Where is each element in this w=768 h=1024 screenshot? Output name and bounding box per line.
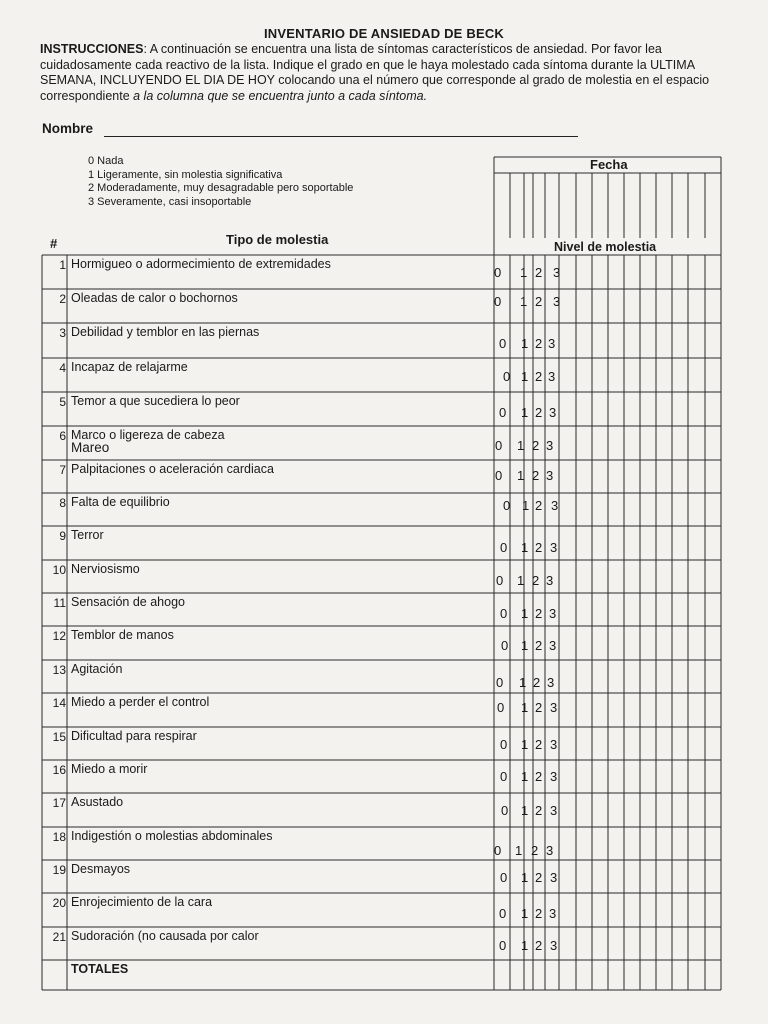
- score-option-1[interactable]: 1: [521, 803, 529, 818]
- item-number: 18: [52, 830, 66, 844]
- item-text: Asustado: [71, 795, 124, 809]
- score-option-3[interactable]: 3: [553, 265, 561, 280]
- score-option-3[interactable]: 3: [550, 700, 558, 715]
- item-number: 1: [59, 258, 66, 272]
- instructions-label: INSTRUCCIONES: [40, 42, 144, 56]
- score-option-0[interactable]: 0: [500, 606, 508, 621]
- instructions-text: : A continuación se encuentra una lista de síntomas característicos de ansiedad. Por favor lea cuidadosamente cada reactivo de la lista. Indique el grado en que le haya molestado cada síntoma durante la ULTIMA SEMANA, INCLUYENDO EL DIA DE HOY colocando una el número que corresponde al grado de molestia en el espacio correspondiente: [40, 42, 710, 103]
- score-option-3[interactable]: 3: [548, 369, 556, 384]
- item-number: 13: [52, 663, 66, 677]
- score-option-2[interactable]: 2: [535, 638, 543, 653]
- item-number: 9: [59, 529, 66, 543]
- item-text: Debilidad y temblor en las piernas: [71, 325, 260, 339]
- score-option-0[interactable]: 0: [500, 540, 508, 555]
- score-option-2[interactable]: 2: [535, 294, 543, 309]
- score-option-3[interactable]: 3: [549, 405, 557, 420]
- score-option-1[interactable]: 1: [522, 498, 530, 513]
- score-option-3[interactable]: 3: [553, 294, 561, 309]
- item-text: Miedo a perder el control: [71, 695, 210, 709]
- score-option-1[interactable]: 1: [521, 606, 529, 621]
- item-text: Sensación de ahogo: [71, 595, 185, 609]
- form-title: INVENTARIO DE ANSIEDAD DE BECK: [263, 26, 505, 41]
- number-header: #: [50, 236, 58, 251]
- score-option-0[interactable]: 0: [499, 906, 507, 921]
- score-option-1[interactable]: 1: [521, 769, 529, 784]
- item-number: 6: [59, 429, 66, 443]
- item-number: 11: [53, 596, 66, 610]
- score-option-1[interactable]: 1: [520, 294, 528, 309]
- score-option-1[interactable]: 1: [521, 336, 529, 351]
- score-option-0[interactable]: 0: [499, 938, 507, 953]
- score-option-0[interactable]: 0: [503, 369, 511, 384]
- score-option-2[interactable]: 2: [531, 843, 539, 858]
- item-number: 16: [52, 763, 66, 777]
- score-option-0[interactable]: 0: [500, 769, 508, 784]
- item-number: 15: [52, 730, 66, 744]
- item-number: 12: [52, 629, 66, 643]
- instructions-italic: a la columna que se encuentra junto a cada síntoma.: [133, 88, 428, 103]
- scale-3: 3 Severamente, casi insoportable: [88, 195, 252, 208]
- score-option-1[interactable]: 1: [521, 540, 529, 555]
- item-text: Incapaz de relajarme: [71, 360, 188, 374]
- score-option-3[interactable]: 3: [546, 573, 554, 588]
- score-option-2[interactable]: 2: [535, 369, 543, 384]
- score-option-1[interactable]: 1: [521, 369, 529, 384]
- score-option-1[interactable]: 1: [517, 438, 525, 453]
- score-option-3[interactable]: 3: [546, 843, 554, 858]
- score-option-3[interactable]: 3: [550, 737, 558, 752]
- score-option-0[interactable]: 0: [495, 438, 503, 453]
- score-option-0[interactable]: 0: [496, 573, 504, 588]
- score-option-0[interactable]: 0: [501, 803, 509, 818]
- item-text: Hormigueo o adormecimiento de extremidades: [71, 257, 331, 271]
- item-text: Indigestión o molestias abdominales: [71, 829, 273, 843]
- score-option-2[interactable]: 2: [535, 906, 543, 921]
- score-option-2[interactable]: 2: [532, 468, 540, 483]
- score-option-0[interactable]: 0: [494, 265, 502, 280]
- score-option-0[interactable]: 0: [503, 498, 511, 513]
- item-text: Nerviosismo: [71, 562, 140, 576]
- score-option-0[interactable]: 0: [495, 468, 503, 483]
- item-number: 5: [59, 395, 66, 409]
- item-text: Terror: [71, 528, 104, 542]
- item-text: Marco o ligereza de cabeza: [71, 428, 225, 442]
- item-number: 4: [59, 361, 66, 375]
- date-header: Fecha: [590, 157, 628, 172]
- score-option-3[interactable]: 3: [547, 675, 555, 690]
- score-option-2[interactable]: 2: [535, 700, 543, 715]
- score-option-3[interactable]: 3: [550, 870, 558, 885]
- score-option-2[interactable]: 2: [535, 737, 543, 752]
- score-option-2[interactable]: 2: [535, 265, 543, 280]
- score-option-3[interactable]: 3: [550, 769, 558, 784]
- item-number: 20: [52, 896, 66, 910]
- score-option-1[interactable]: 1: [521, 700, 529, 715]
- score-option-1[interactable]: 1: [521, 870, 529, 885]
- score-option-2[interactable]: 2: [535, 938, 543, 953]
- score-option-1[interactable]: 1: [521, 938, 529, 953]
- score-option-1[interactable]: 1: [521, 405, 529, 420]
- item-text: Temblor de manos: [71, 628, 174, 642]
- score-option-2[interactable]: 2: [535, 336, 543, 351]
- score-option-2[interactable]: 2: [535, 870, 543, 885]
- score-option-0[interactable]: 0: [499, 405, 507, 420]
- name-label: Nombre: [42, 121, 94, 136]
- score-option-1[interactable]: 1: [517, 468, 525, 483]
- score-option-1[interactable]: 1: [521, 737, 529, 752]
- item-number: 2: [59, 292, 66, 306]
- item-number: 17: [52, 796, 66, 810]
- score-option-1[interactable]: 1: [515, 843, 523, 858]
- score-option-3[interactable]: 3: [546, 468, 554, 483]
- scale-0: 0 Nada: [88, 155, 124, 167]
- name-field[interactable]: [104, 136, 578, 137]
- item-number: 14: [52, 696, 66, 710]
- score-option-1[interactable]: 1: [521, 906, 529, 921]
- score-option-2[interactable]: 2: [533, 675, 541, 690]
- score-option-3[interactable]: 3: [549, 606, 557, 621]
- score-option-0[interactable]: 0: [500, 737, 508, 752]
- score-option-2[interactable]: 2: [535, 498, 543, 513]
- scale-2: 2 Moderadamente, muy desagradable pero soportable: [88, 182, 354, 194]
- score-option-3[interactable]: 3: [548, 336, 556, 351]
- item-handwritten-note: Mareo: [71, 440, 110, 455]
- item-number: 8: [59, 496, 66, 510]
- score-option-0[interactable]: 0: [494, 294, 502, 309]
- score-option-1[interactable]: 1: [519, 675, 527, 690]
- item-number: 3: [59, 326, 66, 340]
- score-option-0[interactable]: 0: [499, 336, 507, 351]
- score-option-3[interactable]: 3: [549, 638, 557, 653]
- score-option-3[interactable]: 3: [551, 498, 559, 513]
- score-option-0[interactable]: 0: [501, 638, 509, 653]
- item-number: 19: [52, 863, 66, 877]
- score-option-0[interactable]: 0: [494, 843, 502, 858]
- score-option-0[interactable]: 0: [497, 700, 505, 715]
- score-option-1[interactable]: 1: [520, 265, 528, 280]
- scale-1: 1 Ligeramente, sin molestia significativa: [88, 168, 283, 181]
- item-text: Agitación: [71, 662, 123, 676]
- item-text: Falta de equilibrio: [71, 495, 170, 509]
- score-option-2[interactable]: 2: [535, 540, 543, 555]
- item-text: Enrojecimiento de la cara: [71, 895, 213, 909]
- score-option-0[interactable]: 0: [500, 870, 508, 885]
- score-option-3[interactable]: 3: [546, 438, 554, 453]
- score-option-3[interactable]: 3: [550, 803, 558, 818]
- scale-legend: [88, 155, 353, 209]
- item-text: Palpitaciones o aceleración cardiaca: [71, 462, 274, 476]
- totals-label: TOTALES: [71, 962, 129, 976]
- score-option-1[interactable]: 1: [517, 573, 525, 588]
- score-option-2[interactable]: 2: [532, 438, 540, 453]
- score-option-2[interactable]: 2: [535, 769, 543, 784]
- score-option-3[interactable]: 3: [549, 906, 557, 921]
- item-text: Miedo a morir: [71, 762, 148, 776]
- item-text: Sudoración (no causada por calor: [71, 929, 259, 943]
- item-text: Dificultad para respirar: [71, 729, 197, 743]
- item-text: Temor a que sucediera lo peor: [71, 394, 240, 408]
- score-option-1[interactable]: 1: [521, 638, 529, 653]
- instructions: [40, 42, 720, 104]
- level-header: Nivel de molestia: [554, 240, 657, 254]
- score-option-3[interactable]: 3: [550, 540, 558, 555]
- item-number: 7: [59, 463, 66, 477]
- type-header: Tipo de molestia: [226, 232, 329, 247]
- item-text: Oleadas de calor o bochornos: [71, 291, 238, 305]
- score-option-2[interactable]: 2: [535, 405, 543, 420]
- item-number: 21: [52, 930, 66, 944]
- item-text: Desmayos: [71, 862, 131, 876]
- score-option-0[interactable]: 0: [496, 675, 504, 690]
- score-option-2[interactable]: 2: [535, 606, 543, 621]
- item-number: 10: [52, 563, 66, 577]
- score-option-2[interactable]: 2: [535, 803, 543, 818]
- score-option-3[interactable]: 3: [550, 938, 558, 953]
- score-option-2[interactable]: 2: [532, 573, 540, 588]
